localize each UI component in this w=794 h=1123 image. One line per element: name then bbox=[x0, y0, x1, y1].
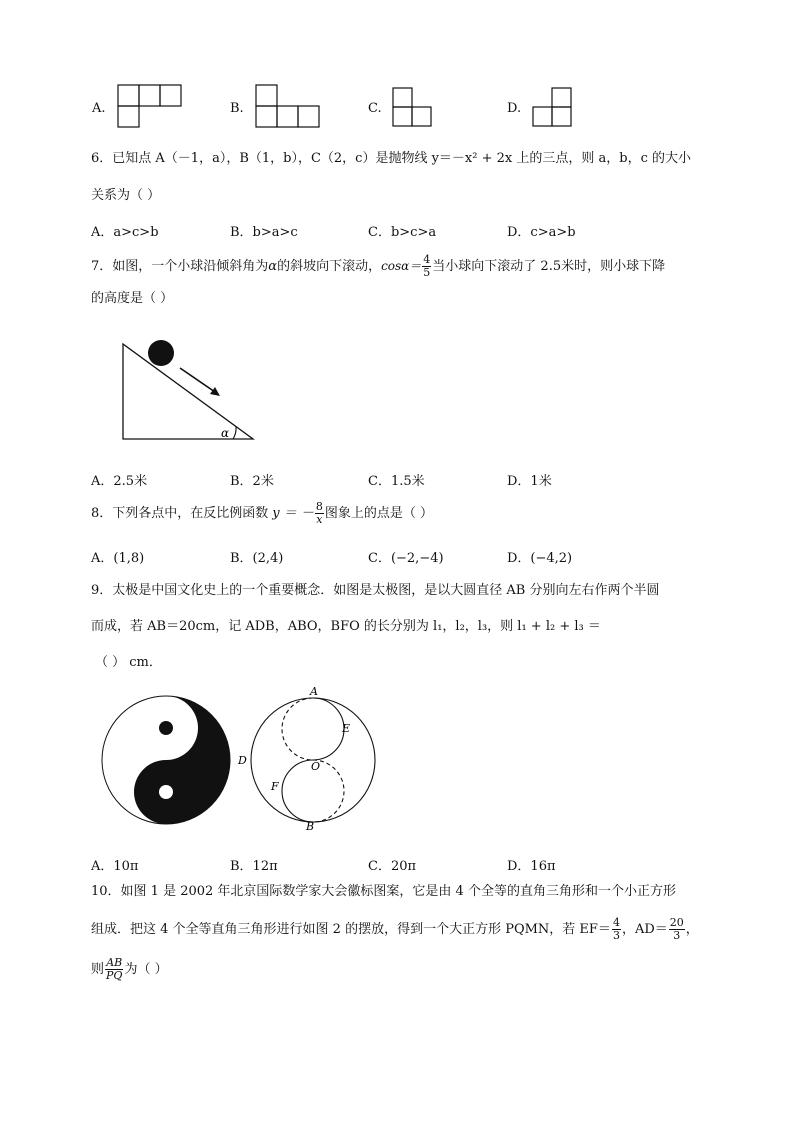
q9-stem-line2: 而成，若 AB＝20cm，记 ADB，ABO，BFO 的长分别为 l₁，l₂，l₃，则 l₁ + l₂ + l₃ ＝ bbox=[91, 619, 601, 634]
q7-option-d: D．1米 bbox=[507, 474, 552, 489]
q9-option-a: A．10π bbox=[91, 859, 139, 874]
q10-ad-fraction bbox=[669, 917, 685, 941]
q8-fraction-den: x bbox=[316, 512, 323, 526]
q5-option-c-figure bbox=[392, 87, 434, 127]
q8-text-a: 8．下列各点中，在反比例函数 bbox=[91, 505, 269, 521]
q6-option-a: A．a>c>b bbox=[91, 225, 159, 240]
q9-taiji-figure bbox=[100, 694, 232, 826]
q7-cos: cosα＝ bbox=[381, 259, 422, 273]
q7-option-c: C．1.5米 bbox=[368, 474, 425, 489]
q10-ad-den: 3 bbox=[673, 928, 681, 942]
q10-stem-line3 bbox=[91, 952, 168, 986]
q8-fraction bbox=[315, 501, 324, 525]
q10-ef-num: 4 bbox=[612, 915, 620, 929]
q8-text-b: 图象上的点是（ ） bbox=[324, 505, 434, 521]
arc-OFB bbox=[282, 760, 313, 822]
q10-ratio-den: PQ bbox=[106, 968, 123, 982]
q10-stem-line1: 10．如图 1 是 2002 年北京国际数学家大会徽标图案，它是由 4 个全等的直角三角形和一个小正方形 bbox=[91, 884, 676, 899]
q9-option-b: B．12π bbox=[230, 859, 278, 874]
q7-fraction bbox=[422, 254, 431, 278]
q9-stem-line1: 9．太极是中国文化史上的一个重要概念．如图是太极图，是以大圆直径 AB 分别向左右作两个半圆 bbox=[91, 583, 660, 598]
ball bbox=[148, 340, 174, 366]
q7-stem-line1 bbox=[91, 250, 665, 282]
q7-text-a: 7．如图，一个小球沿倾斜角为 bbox=[91, 258, 269, 274]
q10-text-b: ，AD＝ bbox=[621, 921, 668, 937]
taiji-dark-dot bbox=[159, 721, 173, 735]
q8-option-b: B．(2,4) bbox=[230, 551, 284, 566]
q7-text-c: 当小球向下滚动了 2.5米时，则小球下降 bbox=[432, 258, 666, 274]
q6-option-d: D．c>a>b bbox=[507, 225, 576, 240]
label-A: A bbox=[310, 685, 318, 698]
q10-ad-num: 20 bbox=[669, 915, 684, 929]
q8-option-c: C．(−2,−4) bbox=[368, 551, 444, 566]
q8-stem bbox=[91, 496, 433, 530]
motion-arrow bbox=[180, 368, 215, 392]
label-E: E bbox=[342, 722, 351, 735]
q5-option-a-figure bbox=[117, 84, 183, 128]
q7-stem-line2: 的高度是（ ） bbox=[91, 291, 174, 306]
q5-option-b-figure bbox=[255, 84, 321, 128]
arc-AEO bbox=[313, 698, 344, 760]
slope-triangle bbox=[123, 344, 253, 439]
q10-text-d: 则 bbox=[91, 961, 105, 977]
label-O: O bbox=[311, 760, 321, 773]
q7-option-a: A．2.5米 bbox=[91, 474, 148, 489]
q7-option-b: B．2米 bbox=[230, 474, 274, 489]
q8-option-a: A．(1,8) bbox=[91, 551, 145, 566]
q10-text-c: ， bbox=[685, 921, 699, 937]
label-D: D bbox=[238, 754, 247, 767]
q8-fraction-num: 8 bbox=[315, 499, 323, 513]
q7-alpha: α bbox=[268, 258, 278, 274]
q6-option-c: C．b>c>a bbox=[368, 225, 437, 240]
q6-stem-line1: 6．已知点 A（－1，a），B（1，b），C（2，c）是抛物线 y＝－x² + 2x 上的三点，则 a，b，c 的大小 bbox=[91, 151, 691, 166]
q7-slope-figure bbox=[118, 336, 263, 446]
arrow-head bbox=[210, 387, 220, 396]
q10-ef-den: 3 bbox=[612, 928, 620, 942]
q5-option-d-figure bbox=[532, 87, 574, 127]
q5-option-d-letter: D. bbox=[507, 101, 522, 116]
q8-option-d: D．(−4,2) bbox=[507, 551, 573, 566]
q10-ratio-fraction bbox=[105, 957, 123, 981]
q7-fraction-den: 5 bbox=[423, 265, 431, 279]
q10-stem-line2 bbox=[91, 912, 699, 946]
q5-option-c-letter: C. bbox=[368, 101, 382, 116]
q6-option-b: B．b>a>c bbox=[230, 225, 298, 240]
angle-label: α bbox=[221, 426, 230, 440]
q9-option-c: C．20π bbox=[368, 859, 417, 874]
angle-arc bbox=[233, 427, 236, 439]
q10-ratio-num: AB bbox=[106, 955, 123, 969]
q10-text-a: 组成．把这 4 个全等直角三角形进行如图 2 的摆放，得到一个大正方形 PQMN，若 EF＝ bbox=[91, 921, 611, 937]
q10-ef-fraction bbox=[612, 917, 621, 941]
dashed-arc-upper bbox=[282, 698, 313, 760]
q10-text-e: 为（ ） bbox=[124, 961, 168, 977]
taiji-light-dot bbox=[159, 785, 173, 799]
q9-stem-line3: （ ） cm． bbox=[95, 655, 162, 670]
q5-option-a-letter: A. bbox=[92, 101, 106, 116]
q9-geometry-figure bbox=[232, 684, 380, 832]
q6-stem-line2: 关系为（ ） bbox=[91, 188, 161, 203]
q5-option-b-letter: B. bbox=[230, 101, 244, 116]
label-B: B bbox=[306, 820, 315, 832]
q9-option-d: D．16π bbox=[507, 859, 556, 874]
q7-text-b: 的斜坡向下滚动， bbox=[277, 258, 382, 274]
q8-func: y ＝ － bbox=[272, 505, 314, 521]
label-F: F bbox=[271, 780, 279, 793]
q7-fraction-num: 4 bbox=[423, 252, 431, 266]
